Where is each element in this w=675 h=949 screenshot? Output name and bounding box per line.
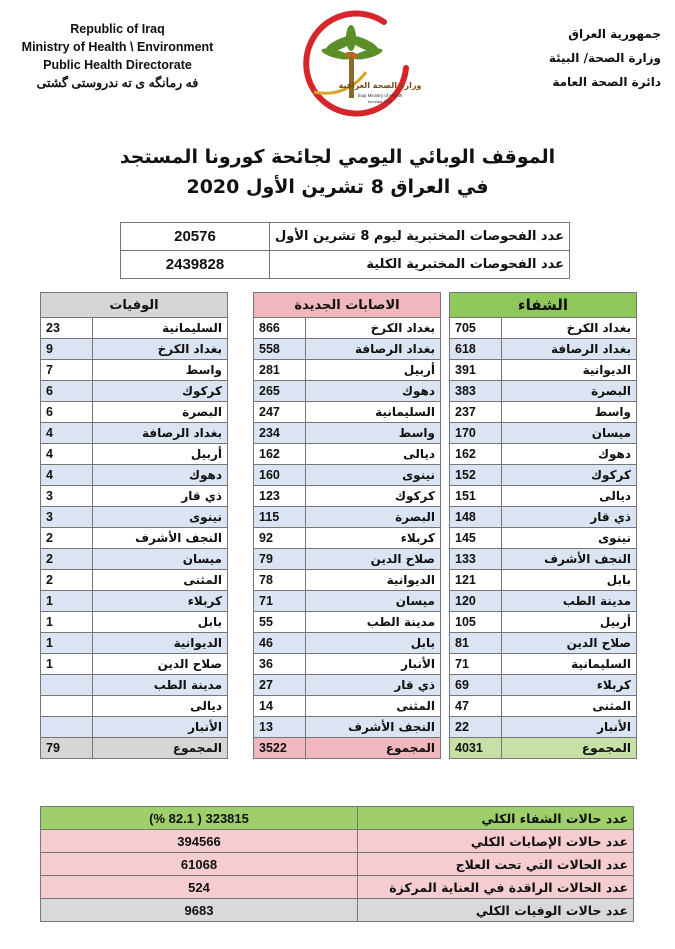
region-name: ذي قار [306, 675, 441, 696]
summary-row [41, 807, 634, 830]
table-row [41, 360, 228, 381]
table-row [254, 633, 441, 654]
table-row [254, 339, 441, 360]
region-name: كربلاء [93, 591, 228, 612]
total-value: 3522 [254, 738, 306, 759]
summary-label: عدد الحالات الراقدة في العناية المركزة [358, 876, 634, 899]
region-value: 27 [254, 675, 306, 696]
region-name: دهوك [306, 381, 441, 402]
header-left-block [10, 20, 225, 92]
region-value: 281 [254, 360, 306, 381]
region-name: البصرة [306, 507, 441, 528]
region-value [41, 696, 93, 717]
total-row [450, 738, 637, 759]
region-value: 151 [450, 486, 502, 507]
region-value: 162 [450, 444, 502, 465]
table-row [254, 444, 441, 465]
lab-tests-total-value: 2439828 [121, 251, 270, 279]
region-name: كربلاء [502, 675, 637, 696]
region-name: ديالى [502, 486, 637, 507]
region-value: 234 [254, 423, 306, 444]
table-row [254, 717, 441, 738]
region-value: 6 [41, 402, 93, 423]
deaths-table [40, 292, 228, 759]
table-row [450, 696, 637, 717]
table-row [254, 381, 441, 402]
table-row [450, 339, 637, 360]
table-row [41, 465, 228, 486]
summary-row [41, 853, 634, 876]
region-value: 3 [41, 486, 93, 507]
region-value: 23 [41, 318, 93, 339]
region-name: كركوك [93, 381, 228, 402]
table-row [254, 696, 441, 717]
region-value: 1 [41, 591, 93, 612]
header-left-line-4: فه رمانگه ی ته ندروستی گشتی [36, 76, 199, 90]
table-row [41, 549, 228, 570]
region-name: نينوى [502, 528, 637, 549]
region-name: الديوانية [502, 360, 637, 381]
header-left-line-1: Republic of Iraq [70, 22, 165, 36]
region-value: 148 [450, 507, 502, 528]
region-value: 55 [254, 612, 306, 633]
region-name: بغداد الكرخ [93, 339, 228, 360]
summary-row [41, 899, 634, 922]
region-value: 115 [254, 507, 306, 528]
region-name: البصرة [93, 402, 228, 423]
region-value: 866 [254, 318, 306, 339]
palm-emblem-icon [296, 8, 426, 118]
region-name: الأنبار [93, 717, 228, 738]
region-name: الديوانية [93, 633, 228, 654]
region-value: 133 [450, 549, 502, 570]
header-right-line-1: جمهورية العراق [568, 27, 661, 41]
table-row [254, 507, 441, 528]
lab-tests-daily-row [121, 223, 570, 251]
region-value: 6 [41, 381, 93, 402]
region-value: 4 [41, 423, 93, 444]
logo-arabic-text: وزارة الصحة العراقية [338, 81, 422, 90]
table-row [450, 717, 637, 738]
region-value: 92 [254, 528, 306, 549]
region-value: 3 [41, 507, 93, 528]
region-value: 247 [254, 402, 306, 423]
region-value: 160 [254, 465, 306, 486]
table-row [450, 444, 637, 465]
summary-label: عدد حالات الشفاء الكلي [358, 807, 634, 830]
region-value: 1 [41, 633, 93, 654]
region-value: 36 [254, 654, 306, 675]
table-row [41, 318, 228, 339]
region-value [41, 675, 93, 696]
table-row [450, 486, 637, 507]
region-name: ميسان [306, 591, 441, 612]
region-name: نينوى [306, 465, 441, 486]
region-name: كركوك [502, 465, 637, 486]
region-name: كركوك [306, 486, 441, 507]
table-row [254, 612, 441, 633]
table-row [450, 360, 637, 381]
table-row [254, 486, 441, 507]
region-name: البصرة [502, 381, 637, 402]
lab-tests-total-row [121, 251, 570, 279]
total-label: المجموع [306, 738, 441, 759]
region-name: دهوك [93, 465, 228, 486]
total-row [41, 738, 228, 759]
region-name: السليمانية [306, 402, 441, 423]
region-value: 145 [450, 528, 502, 549]
table-row [41, 486, 228, 507]
table-row [254, 318, 441, 339]
region-value: 121 [450, 570, 502, 591]
table-row [41, 507, 228, 528]
region-name: مدينة الطب [306, 612, 441, 633]
region-name: واسط [306, 423, 441, 444]
region-name: المثنى [306, 696, 441, 717]
table-row [450, 654, 637, 675]
region-value: 2 [41, 570, 93, 591]
table-row [450, 423, 637, 444]
region-name: السليمانية [502, 654, 637, 675]
region-name: كربلاء [306, 528, 441, 549]
table-row [450, 402, 637, 423]
region-name: النجف الأشرف [306, 717, 441, 738]
region-name: صلاح الدين [93, 654, 228, 675]
deaths-header: الوفيات [41, 293, 228, 318]
summary-label: عدد حالات الوفيات الكلي [358, 899, 634, 922]
table-row [450, 465, 637, 486]
new-cases-table [253, 292, 441, 759]
table-row [41, 612, 228, 633]
region-name: النجف الأشرف [502, 549, 637, 570]
table-row [41, 570, 228, 591]
region-value: 71 [254, 591, 306, 612]
logo-founded-text: founded 1920 [367, 99, 393, 104]
region-name: صلاح الدين [306, 549, 441, 570]
region-name: نينوى [93, 507, 228, 528]
table-row [450, 612, 637, 633]
table-row [41, 528, 228, 549]
table-row [450, 528, 637, 549]
region-value: 705 [450, 318, 502, 339]
region-value: 105 [450, 612, 502, 633]
summary-label: عدد حالات الإصابات الكلي [358, 830, 634, 853]
page-title: الموقف الوبائي اليومي لجائحة كورونا المستجد [119, 146, 556, 168]
lab-tests-daily-value: 20576 [121, 223, 270, 251]
table-row [254, 360, 441, 381]
table-row [254, 465, 441, 486]
table-row [41, 591, 228, 612]
table-row [41, 654, 228, 675]
table-row [41, 381, 228, 402]
header-left-line-3: Public Health Directorate [43, 58, 192, 72]
region-value: 7 [41, 360, 93, 381]
table-row [254, 423, 441, 444]
region-value: 13 [254, 717, 306, 738]
region-name: واسط [93, 360, 228, 381]
lab-tests-daily-label: عدد الفحوصات المختبرية ليوم 8 تشرين الأول [269, 223, 569, 251]
region-value: 120 [450, 591, 502, 612]
region-value: 4 [41, 465, 93, 486]
region-name: ديالى [93, 696, 228, 717]
new-cases-header: الاصابات الجديدة [254, 293, 441, 318]
region-name: صلاح الدين [502, 633, 637, 654]
total-value: 79 [41, 738, 93, 759]
region-value: 265 [254, 381, 306, 402]
table-row [254, 591, 441, 612]
region-value [41, 717, 93, 738]
summary-value: 323815 ( 82.1 %) [41, 807, 358, 830]
summary-value: 394566 [41, 830, 358, 853]
summary-table [40, 806, 634, 922]
region-value: 152 [450, 465, 502, 486]
region-name: بابل [93, 612, 228, 633]
region-value: 4 [41, 444, 93, 465]
region-name: المثنى [502, 696, 637, 717]
region-value: 2 [41, 549, 93, 570]
table-row [41, 696, 228, 717]
summary-row [41, 876, 634, 899]
region-name: مدينة الطب [93, 675, 228, 696]
table-row [254, 570, 441, 591]
region-value: 618 [450, 339, 502, 360]
region-value: 2 [41, 528, 93, 549]
table-row [41, 717, 228, 738]
table-row [450, 381, 637, 402]
region-value: 78 [254, 570, 306, 591]
table-row [41, 339, 228, 360]
summary-value: 9683 [41, 899, 358, 922]
total-value: 4031 [450, 738, 502, 759]
region-value: 383 [450, 381, 502, 402]
summary-value: 61068 [41, 853, 358, 876]
table-row [41, 633, 228, 654]
ministry-logo [296, 8, 426, 118]
region-value: 14 [254, 696, 306, 717]
region-name: السليمانية [93, 318, 228, 339]
header-right-block [491, 22, 661, 94]
region-value: 22 [450, 717, 502, 738]
region-name: النجف الأشرف [93, 528, 228, 549]
region-name: الأنبار [502, 717, 637, 738]
lab-tests-total-label: عدد الفحوصات المختبرية الكلية [269, 251, 569, 279]
region-value: 391 [450, 360, 502, 381]
region-name: دهوك [502, 444, 637, 465]
table-row [450, 549, 637, 570]
region-value: 1 [41, 654, 93, 675]
table-row [450, 675, 637, 696]
table-row [254, 654, 441, 675]
table-row [450, 633, 637, 654]
total-label: المجموع [93, 738, 228, 759]
region-value: 1 [41, 612, 93, 633]
header-right-line-2: وزارة الصحة/ البيئة [548, 51, 661, 65]
region-value: 71 [450, 654, 502, 675]
region-name: أربيل [306, 360, 441, 381]
region-name: ميسان [93, 549, 228, 570]
total-row [254, 738, 441, 759]
table-row [254, 675, 441, 696]
region-value: 237 [450, 402, 502, 423]
region-value: 79 [254, 549, 306, 570]
region-name: الأنبار [306, 654, 441, 675]
table-row [41, 675, 228, 696]
region-name: واسط [502, 402, 637, 423]
region-value: 123 [254, 486, 306, 507]
total-label: المجموع [502, 738, 637, 759]
summary-row [41, 830, 634, 853]
region-name: ديالى [306, 444, 441, 465]
header-right-line-3: دائرة الصحة العامة [552, 75, 661, 89]
table-row [41, 444, 228, 465]
region-name: بغداد الرصافة [502, 339, 637, 360]
table-row [254, 549, 441, 570]
region-name: أربيل [502, 612, 637, 633]
region-value: 47 [450, 696, 502, 717]
table-row [450, 570, 637, 591]
recovered-header: الشفاء [450, 293, 637, 318]
summary-value: 524 [41, 876, 358, 899]
summary-label: عدد الحالات التي تحت العلاج [358, 853, 634, 876]
region-value: 558 [254, 339, 306, 360]
region-value: 170 [450, 423, 502, 444]
region-name: أربيل [93, 444, 228, 465]
region-name: ذي قار [502, 507, 637, 528]
region-name: المثنى [93, 570, 228, 591]
table-row [41, 423, 228, 444]
table-row [450, 591, 637, 612]
table-row [450, 507, 637, 528]
region-value: 9 [41, 339, 93, 360]
table-row [41, 402, 228, 423]
region-value: 81 [450, 633, 502, 654]
region-name: ميسان [502, 423, 637, 444]
table-row [254, 528, 441, 549]
region-name: مدينة الطب [502, 591, 637, 612]
region-name: ذي قار [93, 486, 228, 507]
region-value: 69 [450, 675, 502, 696]
table-row [450, 318, 637, 339]
header-left-line-2: Ministry of Health \ Environment [21, 40, 214, 54]
region-name: بغداد الكرخ [502, 318, 637, 339]
region-name: بغداد الرصافة [93, 423, 228, 444]
region-name: بابل [502, 570, 637, 591]
region-name: بغداد الكرخ [306, 318, 441, 339]
region-value: 46 [254, 633, 306, 654]
page-subtitle: في العراق 8 تشرين الأول 2020 [186, 176, 489, 198]
region-name: الديوانية [306, 570, 441, 591]
lab-tests-table [120, 222, 570, 279]
table-row [254, 402, 441, 423]
region-name: بغداد الرصافة [306, 339, 441, 360]
region-value: 162 [254, 444, 306, 465]
logo-english-text: Iraqi Ministry of Health [357, 93, 403, 98]
recovered-table [449, 292, 637, 759]
region-name: بابل [306, 633, 441, 654]
